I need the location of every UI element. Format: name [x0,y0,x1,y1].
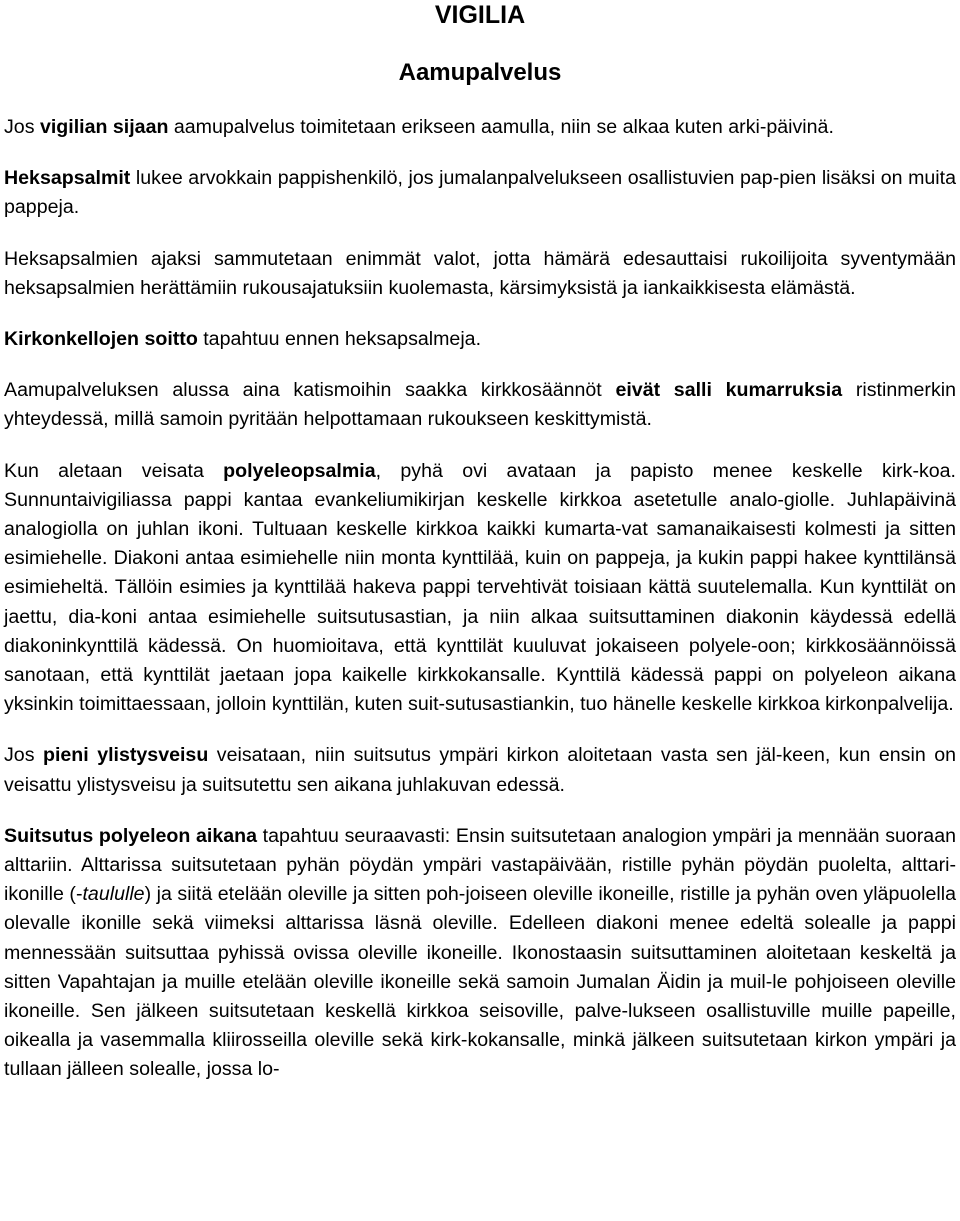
text-run: , pyhä ovi avataan ja papisto menee keskelle kirk-koa. Sunnuntaivigiliassa pappi kantaa evankeliumikirjan keskelle kirkkoa asetetulle analo-giolle. Juhlapäivinä analogiolla on juhlan ikoni. Tultuaan keskelle kirkkoa kaikki kumarta-vat samanaikaisesti kolmesti ja sitten esimiehelle. Diakoni antaa esimiehelle niin monta kynttilää, kuin on pappeja, ja kukin pappi hakee kynttilänsä esimieheltä. Tällöin esimies ja kynttilää hakeva pappi tervehtivät toisiaan kättä suutelemalla. Kun kynttilät on jaettu, dia-koni antaa esimiehelle suitsutusastian, ja niin alkaa suitsuttaminen diakonin käydessä edellä diakoninkynttilä kädessä. On huomioitava, että kynttilät kuuluvat jokaiseen polyele-oon; kirkkosäännöissä sanotaan, että kynttilät jaetaan jopa kaikelle kirkkokansalle. Kynttilä kädessä pappi on polyeleon aikana yksinkin toimittaessaan, jolloin kynttilän, kuten suit-sutusastiankin, tuo hänelle keskelle kirkkoa kirkonpalvelija. [4,459,957,716]
bold-term: Kirkonkellojen soitto [4,328,198,351]
document-title: VIGILIA [434,1,526,29]
paragraph-no-bows [4,376,956,434]
paragraph-small-doxology [4,741,956,799]
text-run: Jos [4,116,40,138]
text-run: Kun aletaan veisata [4,459,224,482]
text-run: Aamupalveluksen alussa aina katismoihin saakka kirkkosäännöt [4,379,616,402]
bold-term: vigilian sijaan [39,116,169,138]
paragraph-lights [4,245,956,303]
bold-term: eivät salli kumarruksia [615,379,843,402]
paragraph-bells [4,325,956,354]
italic-term: taululle [82,883,145,906]
paragraph-censing [4,822,956,1085]
text-run: ristinmerkin yhteydessä, millä samoin pyritään helpottamaan rukoukseen keskittymistä. [4,379,957,431]
paragraph-heksapsalmit [4,164,956,222]
bold-term: polyeleopsalmia [223,459,376,482]
text-run: tapahtuu ennen heksapsalmeja. [197,328,482,351]
bold-term: Suitsutus polyeleon aikana [4,824,258,847]
text-run: tapahtuu seuraavasti: Ensin suitsutetaan analogion ympäri ja mennään suoraan alttariin. Alttarissa suitsutetaan pyhän pöydän ympäri vastapäivään, ristille pyhän pöydän puolelta, alttari-ikonille (- [4,824,957,906]
text-run: veisataan, niin suitsutus ympäri kirkon aloitetaan vasta sen jäl-keen, kun ensin on veisattu ylistysveisu ja suitsutettu sen aikana juhlakuvan edessä. [4,744,956,796]
text-run: Heksapsalmien ajaksi sammutetaan enimmät valot, jotta hämärä edesauttaisi rukoilijoita syventymään heksapsalmien herättämiin rukousajatuksiin kuolemasta, kärsimyksistä ja iankaikkisesta elämästä. [4,247,956,299]
text-run: ) ja siitä etelään oleville ja sitten poh-joiseen oleville ikoneille, ristille ja pyhän oven yläpuolella olevalle ikonille sekä viimeksi alttarissa läsnä oleville. Edelleen diakoni menee edeltä solealle ja pappi mennessään suitsuttaa pyhissä ovissa oleville ikoneille. Ikonostaasin suitsuttaminen aloitetaan keskeltä ja sitten Vapahtajan ja muille etelään oleville ikoneille sekä samoin Jumalan Äidin ja muil-le pohjoiseen oleville ikoneille. Sen jälkeen suitsutetaan keskellä kirkkoa seisoville, palve-lukseen osallistuville muille papeille, oikealla ja vasemmalla kliirosseilla oleville sekä kirk-kokansalle, minkä jälkeen suitsutetaan kirkon ympäri ja tullaan jälleen solealle, jossa lo- [4,883,956,1081]
paragraph-vigilia-instead [4,113,956,142]
section-heading: Aamupalvelus [398,59,562,86]
text-run: aamupalvelus toimitetaan erikseen aamulla, niin se alkaa kuten arki-päivinä. [168,116,834,138]
paragraph-polyeleos [4,457,956,720]
bold-term: pieni ylistysveisu [42,744,209,767]
bold-term: Heksapsalmit [4,167,131,190]
text-run: Jos [4,744,43,767]
text-run: lukee arvokkain pappishenkilö, jos jumalanpalvelukseen osallistuvien pap-pien lisäksi on muita pappeja. [4,167,956,219]
